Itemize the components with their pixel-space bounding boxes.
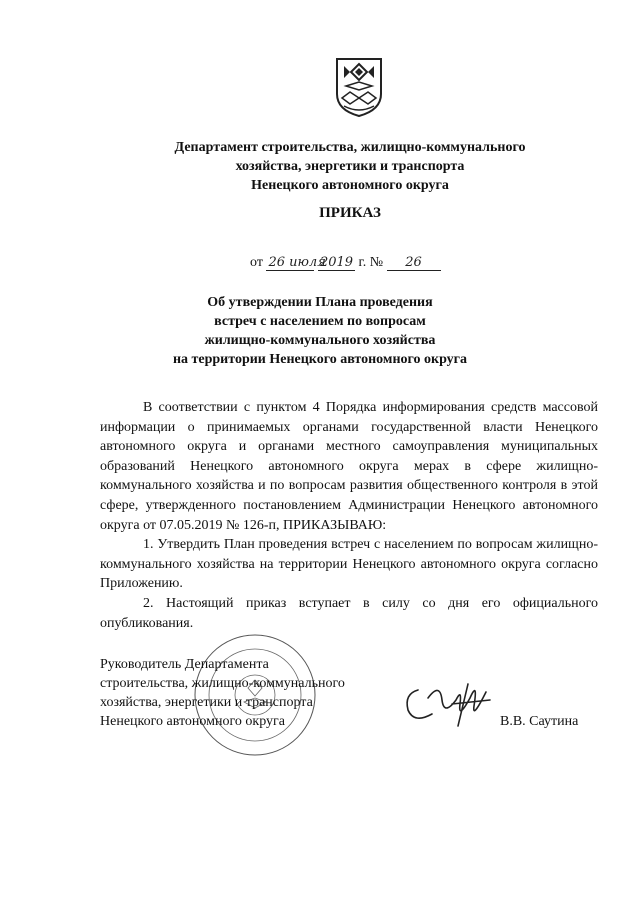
order-subject <box>90 293 550 369</box>
subject-line: на территории Ненецкого автономного округа <box>172 352 468 367</box>
document-type: ПРИКАЗ <box>319 205 381 221</box>
department-name <box>60 138 640 195</box>
position-line: строительства, жилищно-коммунального <box>100 676 345 691</box>
coat-of-arms-icon <box>334 56 384 118</box>
position-line: Ненецкого автономного округа <box>100 714 285 729</box>
date-number-line <box>250 255 460 271</box>
department-line: Ненецкого автономного округа <box>251 178 449 193</box>
body-paragraph: В соответствии с пунктом 4 Порядка информирования средств массовой информации о принимаемых органами государственной власти Ненецкого автономного округа и органами местного самоуправления муниципальных образований Ненецкого автономного округа мерах в сфере жилищно-коммунального хозяйства и по вопросам развития общественного контроля в этой сфере, утвержденного постановлением Администрации Ненецкого автономного округа от 07.05.2019 № 126-п, ПРИКАЗЫВАЮ: <box>100 400 598 533</box>
signer-name: В.В. Саутина <box>500 714 579 729</box>
handwritten-date: 26 июля <box>268 255 326 270</box>
body-paragraph: 1. Утвердить План проведения встреч с населением по вопросам жилищно-коммунального хозяйства на территории Ненецкого автономного округа согласно Приложению. <box>100 537 598 592</box>
subject-line: Об утверждении Плана проведения <box>207 295 433 310</box>
position-line: хозяйства, энергетики и транспорта <box>100 695 313 710</box>
department-line: хозяйства, энергетики и транспорта <box>235 159 465 174</box>
handwritten-year: 2019 <box>319 255 354 270</box>
date-prefix: от <box>250 255 263 270</box>
handwritten-number: 26 <box>387 255 441 271</box>
order-body <box>100 398 598 633</box>
body-paragraph: 2. Настоящий приказ вступает в силу со дня его официального опубликования. <box>100 595 598 631</box>
subject-line: встреч с населением по вопросам <box>214 314 426 329</box>
handwritten-signature-icon <box>398 670 498 730</box>
year-number-label: г. № <box>358 255 384 270</box>
subject-line: жилищно-коммунального хозяйства <box>204 333 436 348</box>
department-line: Департамент строительства, жилищно-коммунального <box>174 140 526 155</box>
position-line: Руководитель Департамента <box>100 657 269 672</box>
signature-position <box>100 655 400 731</box>
